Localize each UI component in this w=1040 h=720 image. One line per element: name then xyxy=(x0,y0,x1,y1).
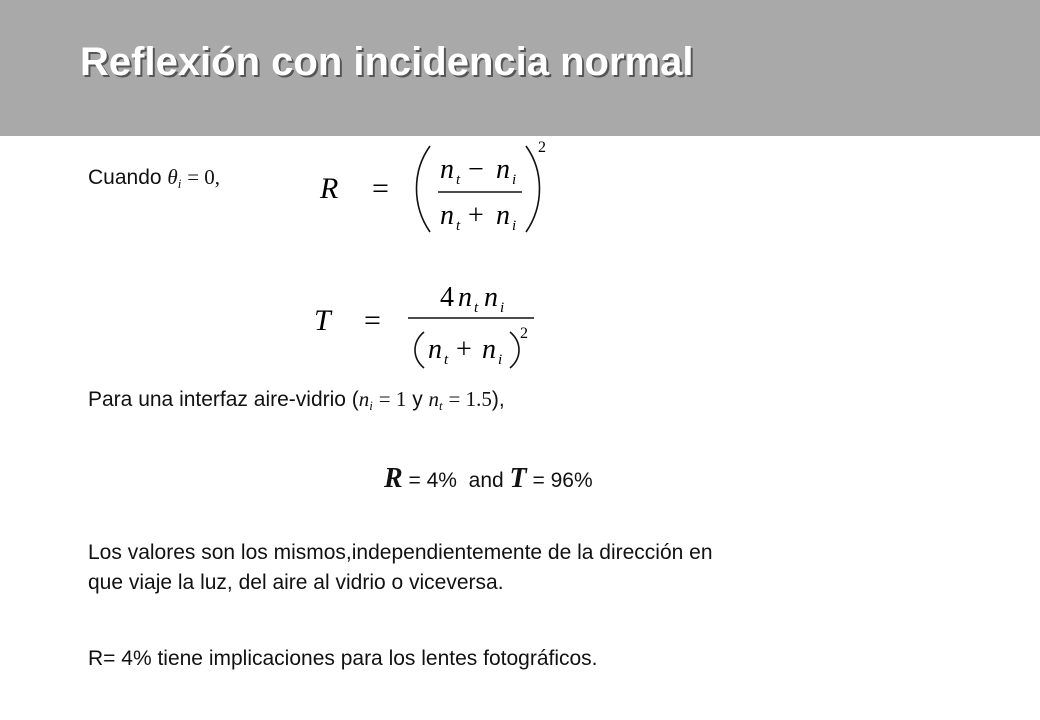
interface-and: y xyxy=(412,388,423,411)
eq-t-num-a-sub: t xyxy=(474,300,479,316)
eq-t-den-b-sub: i xyxy=(498,352,503,368)
nt-subscript: t xyxy=(439,398,443,413)
ni-symbol: n xyxy=(358,387,370,411)
eq-t-right-paren xyxy=(510,332,519,368)
eq-t-num-a: n xyxy=(458,282,472,313)
eq-r-num-a-sub: t xyxy=(456,172,461,188)
eq-r-left-paren xyxy=(417,146,431,232)
eq-r-lhs: R xyxy=(320,172,339,205)
nt-value: = 1.5 xyxy=(448,387,492,411)
result-t-value: = 96% xyxy=(532,469,593,492)
reflectance-equation-graphic xyxy=(300,136,570,240)
eq-t-exponent: 2 xyxy=(520,325,528,342)
result-r-value: = 4% xyxy=(408,469,457,492)
eq-t-lhs: T xyxy=(314,304,331,337)
eq-r-num-a: n xyxy=(440,154,454,185)
eq-t-den-op: + xyxy=(456,334,472,365)
eq-t-left-paren xyxy=(415,332,424,368)
eq-t-num-b: n xyxy=(484,282,498,313)
eq-r-num-op: − xyxy=(468,154,484,185)
lens-paragraph: R= 4% tiene implicaciones para los lentes fotográficos. xyxy=(88,647,598,670)
eq-r-equals: = xyxy=(372,172,389,205)
ni-value: = 1 xyxy=(378,387,407,411)
eq-t-equals: = xyxy=(364,304,381,337)
result-and: and xyxy=(468,469,504,492)
eq-t-den-b: n xyxy=(482,334,496,365)
ni-subscript: i xyxy=(369,398,373,413)
eq-t-coef: 4 xyxy=(440,282,454,313)
eq-t-den-a: n xyxy=(428,334,442,365)
eq-t-den-a-sub: t xyxy=(444,352,449,368)
eq-r-den-a-sub: t xyxy=(456,218,461,234)
eq-r-den-b-sub: i xyxy=(512,218,517,234)
slide-title: Reflexión con incidencia normal xyxy=(80,40,694,84)
interface-text: Para una interfaz aire-vidrio ( xyxy=(88,388,359,411)
result-r-symbol: R xyxy=(384,463,403,494)
eq-r-den-a: n xyxy=(440,200,454,231)
theta-symbol: θ xyxy=(167,165,178,189)
same-values-paragraph xyxy=(88,538,713,598)
eq-r-den-b: n xyxy=(496,200,510,231)
interface-sentence xyxy=(88,384,505,421)
reflectance-equation xyxy=(300,136,570,240)
intro-condition xyxy=(88,162,220,199)
same-values-line-2: que viaje la luz, del aire al vidrio o viceversa. xyxy=(88,571,504,594)
transmittance-equation-graphic xyxy=(300,272,560,372)
nt-symbol: n xyxy=(428,387,440,411)
title-band xyxy=(0,0,1040,136)
theta-subscript: i xyxy=(177,176,182,191)
theta-condition: = 0, xyxy=(187,165,221,189)
eq-r-num-b: n xyxy=(496,154,510,185)
result-line xyxy=(384,462,593,498)
eq-r-right-paren xyxy=(526,146,540,232)
same-values-line-1: Los valores son los mismos,independientemente de la dirección en xyxy=(88,541,713,564)
eq-r-exponent: 2 xyxy=(538,139,546,156)
result-t-symbol: T xyxy=(509,463,527,494)
intro-lead: Cuando xyxy=(88,166,162,189)
eq-t-num-b-sub: i xyxy=(500,300,505,316)
eq-r-num-b-sub: i xyxy=(512,172,517,188)
eq-r-den-op: + xyxy=(468,200,484,231)
interface-close: ), xyxy=(491,388,505,411)
transmittance-equation xyxy=(300,272,560,372)
